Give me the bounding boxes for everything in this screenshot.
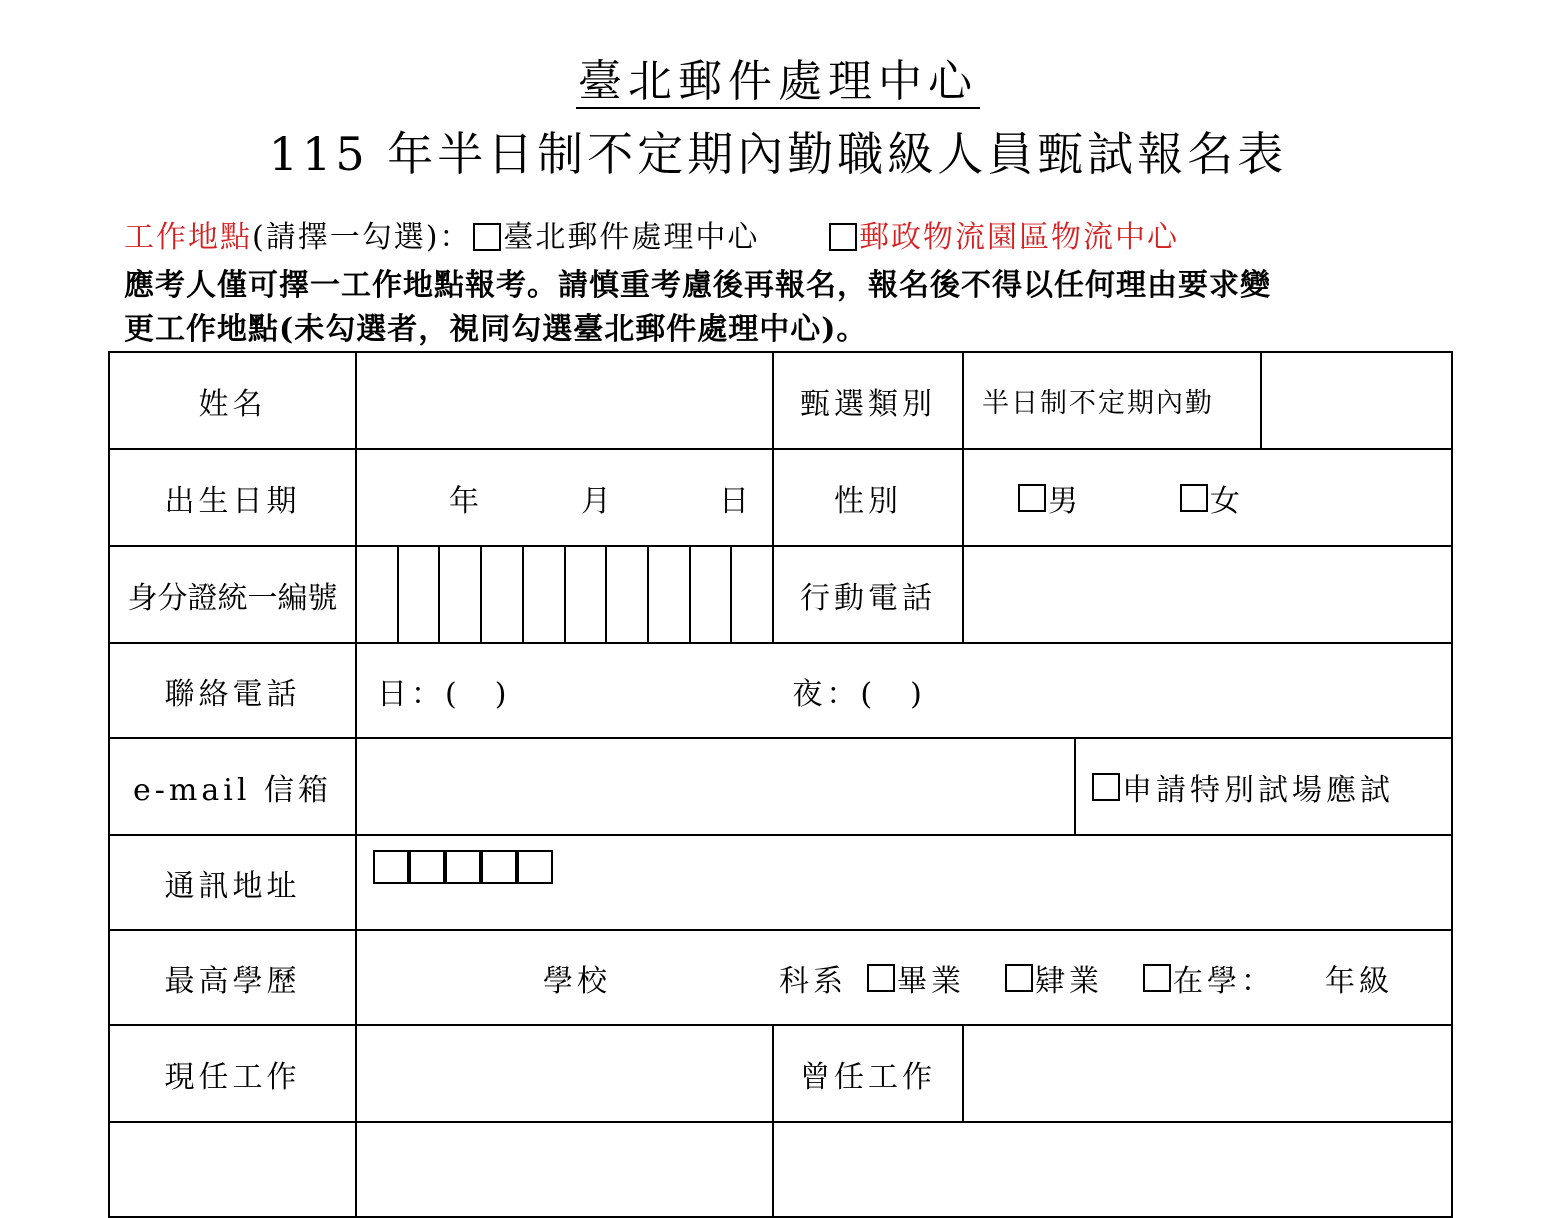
work-location-row [124,216,1179,260]
studying-label: 在學： [1173,963,1275,999]
contact-label: 聯絡電話 [109,643,356,738]
location-option1-checkbox[interactable] [473,223,501,251]
row-id [109,546,1452,643]
postal-digit-box[interactable] [445,850,481,884]
birth-label: 出生日期 [109,449,356,546]
row-jobs [109,1025,1452,1122]
id-digit-box[interactable] [564,547,606,642]
name-field[interactable] [356,352,773,449]
id-digit-box[interactable] [357,547,397,642]
female-label: 女 [1210,483,1244,519]
category-value-cell [1261,352,1452,449]
previous-job-label: 曾任工作 [774,1026,964,1121]
postal-code-boxes[interactable] [357,836,1451,884]
grade-label: 年級 [1325,963,1393,999]
postal-digit-box[interactable] [409,850,445,884]
incomplete-checkbox[interactable] [1005,964,1033,992]
education-field[interactable] [356,930,1452,1025]
current-job-field[interactable] [356,1025,773,1122]
id-digit-box[interactable] [438,547,480,642]
year-label: 年 [449,483,483,519]
name-label: 姓名 [109,352,356,449]
current-job-label: 現任工作 [109,1025,356,1122]
night-phone: 夜：( ) [792,676,926,712]
id-digit-box[interactable] [522,547,564,642]
male-label: 男 [1048,483,1082,519]
id-digit-boxes[interactable] [356,546,773,643]
id-label: 身分證統一編號 [109,546,356,643]
row-birth [109,449,1452,546]
location-notice [124,264,1424,352]
mobile-field[interactable] [964,547,1451,642]
location-option2-checkbox[interactable] [829,223,857,251]
row-name [109,352,1452,449]
graduated-label: 畢業 [897,963,965,999]
id-digit-box[interactable] [605,547,647,642]
category-label: 甄選類別 [774,353,964,448]
birth-field[interactable] [356,449,773,546]
dept-label: 科系 [779,963,847,999]
row-contact [109,643,1452,738]
id-digit-box[interactable] [647,547,689,642]
partial-cell [773,1122,1452,1217]
month-label: 月 [581,483,615,519]
category-value: 半日制不定期內勤 [982,388,1214,419]
address-label: 通訊地址 [109,835,356,930]
notice-line-2: 更工作地點(未勾選者，視同勾選臺北郵件處理中心)。 [124,312,868,347]
row-education [109,930,1452,1025]
mobile-label: 行動電話 [774,547,964,642]
email-field[interactable] [357,739,1076,834]
location-option2-label: 郵政物流園區物流中心 [858,220,1179,255]
day-phone: 日：( ) [377,676,511,712]
partial-cell [109,1122,356,1217]
gender-label: 性別 [774,450,964,545]
work-location-label: 工作地點 [124,220,252,255]
education-label: 最高學歷 [109,930,356,1025]
incomplete-label: 肄業 [1035,963,1103,999]
graduated-checkbox[interactable] [867,964,895,992]
postal-digit-box[interactable] [373,850,409,884]
studying-checkbox[interactable] [1143,964,1171,992]
special-exam-checkbox[interactable] [1092,773,1120,801]
notice-line-1: 應考人僅可擇一工作地點報考。請慎重考慮後再報名，報名後不得以任何理由要求變 [124,268,1271,303]
female-checkbox[interactable] [1180,484,1208,512]
email-label: e-mail 信箱 [109,738,356,835]
postal-digit-box[interactable] [517,850,553,884]
form-title: 115 年半日制不定期內勤職級人員甄試報名表 [268,127,1288,181]
school-label: 學校 [543,963,611,999]
id-digit-box[interactable] [397,547,439,642]
special-exam-label: 申請特別試場應試 [1122,772,1394,808]
postal-digit-box[interactable] [481,850,517,884]
org-title: 臺北郵件處理中心 [578,56,978,107]
location-option1-label: 臺北郵件處理中心 [503,220,760,255]
id-digit-box[interactable] [730,547,772,642]
id-digit-box[interactable] [689,547,731,642]
address-field[interactable] [356,835,1452,930]
registration-form [108,351,1453,1218]
row-email [109,738,1452,835]
id-digit-box[interactable] [480,547,522,642]
contact-field[interactable] [356,643,1452,738]
male-checkbox[interactable] [1018,484,1046,512]
previous-job-field[interactable] [964,1026,1451,1121]
row-address [109,835,1452,930]
work-location-hint: (請擇一勾選)： [252,220,472,255]
row-partial [109,1122,1452,1217]
partial-cell [356,1122,773,1217]
day-label: 日 [719,483,753,519]
